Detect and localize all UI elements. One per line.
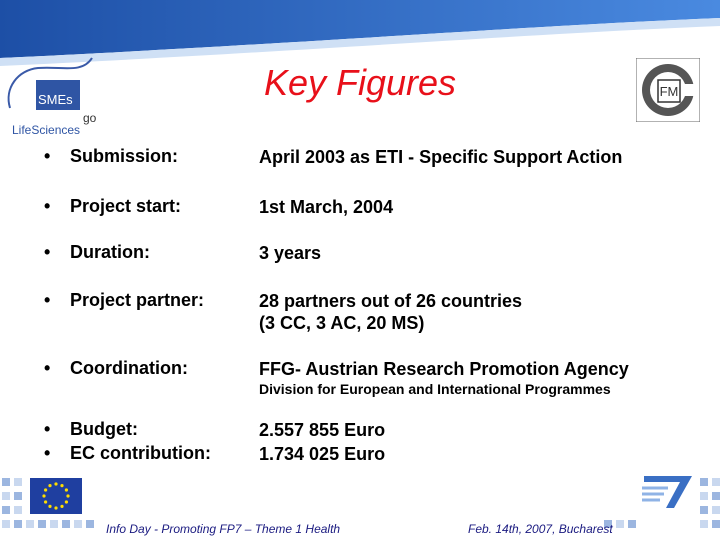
item-value: 1.734 025 Euro	[259, 444, 386, 464]
item-value-line2: (3 CC, 3 AC, 20 MS)	[259, 313, 425, 333]
item-label: Project start:	[70, 196, 182, 216]
bullet: •	[44, 443, 51, 463]
bullet: •	[44, 419, 51, 439]
item-label: Duration:	[70, 242, 150, 262]
item-value: April 2003 as ETI - Specific Support Action	[259, 147, 623, 167]
footer-event: Info Day - Promoting FP7 – Theme 1 Health	[106, 522, 341, 536]
item-subvalue: Division for European and International Programmes	[259, 381, 611, 397]
item-label: Budget:	[70, 419, 138, 439]
logo-lifesciences-text: LifeSciences	[12, 123, 81, 137]
item-value: 2.557 855 Euro	[259, 420, 386, 440]
item-value: FFG- Austrian Research Promotion Agency	[259, 359, 629, 379]
bullet: •	[44, 358, 51, 378]
item-label: Project partner:	[70, 290, 205, 310]
item-label: EC contribution:	[70, 443, 211, 463]
item-value: 3 years	[259, 243, 322, 263]
item-value: 1st March, 2004	[259, 197, 394, 217]
footer-date: Feb. 14th, 2007, Bucharest	[468, 522, 613, 536]
bullet: •	[44, 146, 51, 166]
item-value: 28 partners out of 26 countries	[259, 291, 523, 311]
item-label: Submission:	[70, 146, 179, 166]
bullet: •	[44, 242, 51, 262]
bullet: •	[44, 290, 51, 310]
bullet: •	[44, 196, 51, 216]
item-label: Coordination:	[70, 358, 188, 378]
fp7-logo	[638, 468, 698, 512]
logo-smes-text: SMEs	[38, 92, 73, 107]
page-title: Key Figures	[263, 62, 457, 103]
logo-go-text: go	[83, 111, 97, 125]
logo-fm-text: FM	[659, 84, 679, 99]
eu-flag-icon	[30, 478, 82, 514]
